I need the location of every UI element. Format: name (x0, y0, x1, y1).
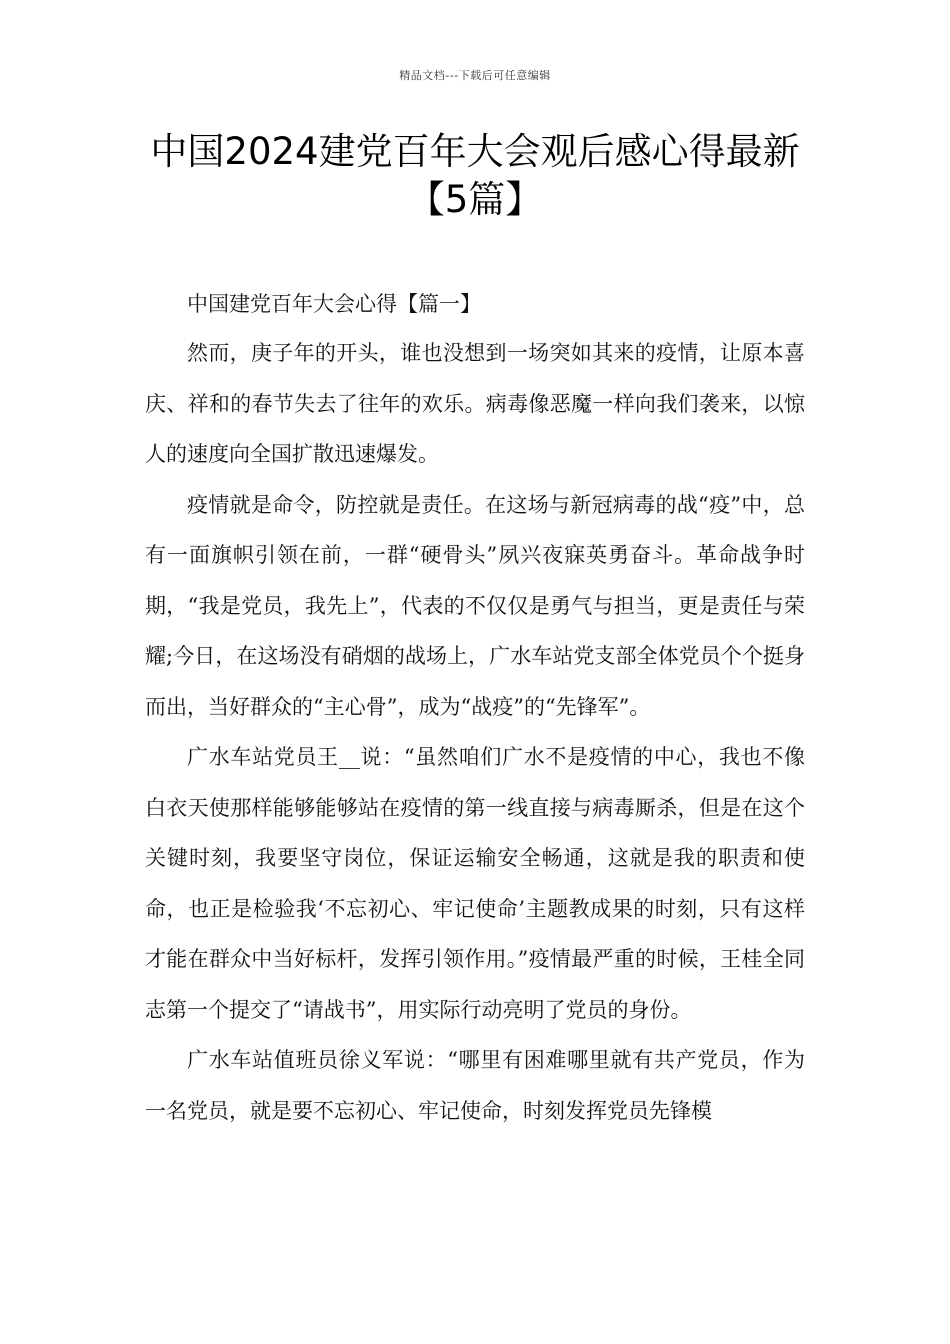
paragraph-4: 广水车站值班员徐义军说：“哪里有困难哪里就有共产党员，作为一名党员，就是要不忘初心、牢记使命，时刻发挥党员先锋模 (145, 1048, 805, 1123)
header-note: 精品文档---下载后可任意编辑 (399, 69, 551, 82)
document-body (145, 280, 805, 1136)
paragraph-1: 然而，庚子年的开头，谁也没想到一场突如其来的疫情，让原本喜庆、祥和的春节失去了往年的欢乐。病毒像恶魔一样向我们袭来，以惊人的速度向全国扩散迅速爆发。 (145, 341, 805, 466)
section-heading: 中国建党百年大会心得【篇一】 (187, 292, 481, 316)
paragraph-3: 广水车站党员王__说：“虽然咱们广水不是疫情的中心，我也不像白衣天使那样能够能够站在疫情的第一线直接与病毒厮杀，但是在这个关键时刻，我要坚守岗位，保证运输安全畅通，这就是我的职责和使命，也正是检验我‘不忘初心、牢记使命’主题教成果的时刻，只有这样才能在群众中当好标杆，发挥引领作用。”疫情最严重的时候，王桂全同志第一个提交了“请战书”，用实际行动亮明了党员的身份。 (145, 745, 805, 1022)
document-title: 中国2024建党百年大会观后感心得最新【5篇】 (150, 130, 800, 221)
paragraph-2: 疫情就是命令，防控就是责任。在这场与新冠病毒的战“疫”中，总有一面旗帜引领在前，一群“硬骨头”夙兴夜寐英勇奋斗。革命战争时期，“我是党员，我先上”，代表的不仅仅是勇气与担当，更是责任与荣耀;今日，在这场没有硝烟的战场上，广水车站党支部全体党员个个挺身而出，当好群众的“主心骨”，成为“战疫”的“先锋军”。 (145, 492, 805, 719)
